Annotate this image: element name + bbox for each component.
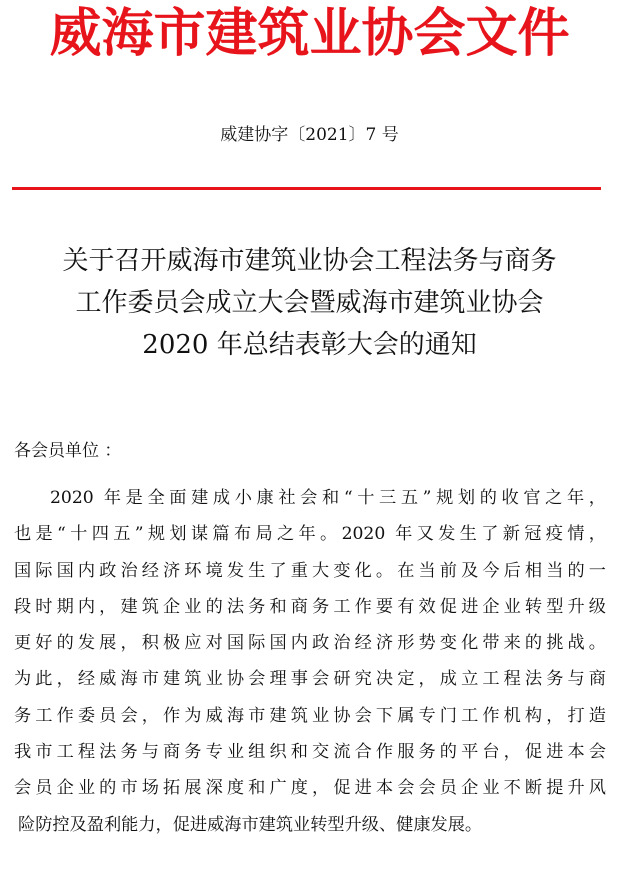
body-line: 更好的发展，积极应对国际国内政治经济形势变化带来的挑战。 — [14, 633, 606, 654]
body-line: 会员企业的市场拓展深度和广度，促进本会会员企业不断提升风 — [14, 778, 606, 799]
body-paragraph — [14, 480, 606, 843]
body-line: 段时期内，建筑企业的法务和商务工作要有效促进企业转型升级 — [14, 596, 606, 617]
body-line: 险防控及盈利能力，促进威海市建筑业转型升级、健康发展。 — [18, 814, 483, 835]
body-line: 也是“十四五”规划谋篇布局之年。2020 年又发生了新冠疫情， — [14, 524, 606, 545]
body-line: 国际国内政治经济环境发生了重大变化。在当前及今后相当的一 — [14, 560, 606, 581]
header-divider — [12, 187, 601, 190]
document-header-title: 威海市建筑业协会文件 — [49, 4, 570, 64]
body-line: 我市工程法务与商务专业组织和交流合作服务的平台，促进本会 — [14, 742, 606, 763]
salutation: 各会员单位 ： — [14, 441, 122, 461]
body-line: 务工作委员会，作为威海市建筑业协会下属专门工作机构，打造 — [14, 705, 606, 726]
notice-title-line: 2020 年总结表彰大会的通知 — [142, 330, 477, 360]
body-line: 2020 年是全面建成小康社会和“十三五”规划的收官之年， — [50, 488, 606, 508]
notice-title-line: 工作委员会成立大会暨威海市建筑业协会 — [75, 288, 544, 318]
notice-title — [0, 240, 619, 366]
document-number: 威建协字〔2021〕7 号 — [220, 125, 399, 145]
body-line: 为此，经威海市建筑业协会理事会研究决定，成立工程法务与商 — [14, 669, 606, 690]
notice-title-line: 关于召开威海市建筑业协会工程法务与商务 — [62, 246, 557, 276]
